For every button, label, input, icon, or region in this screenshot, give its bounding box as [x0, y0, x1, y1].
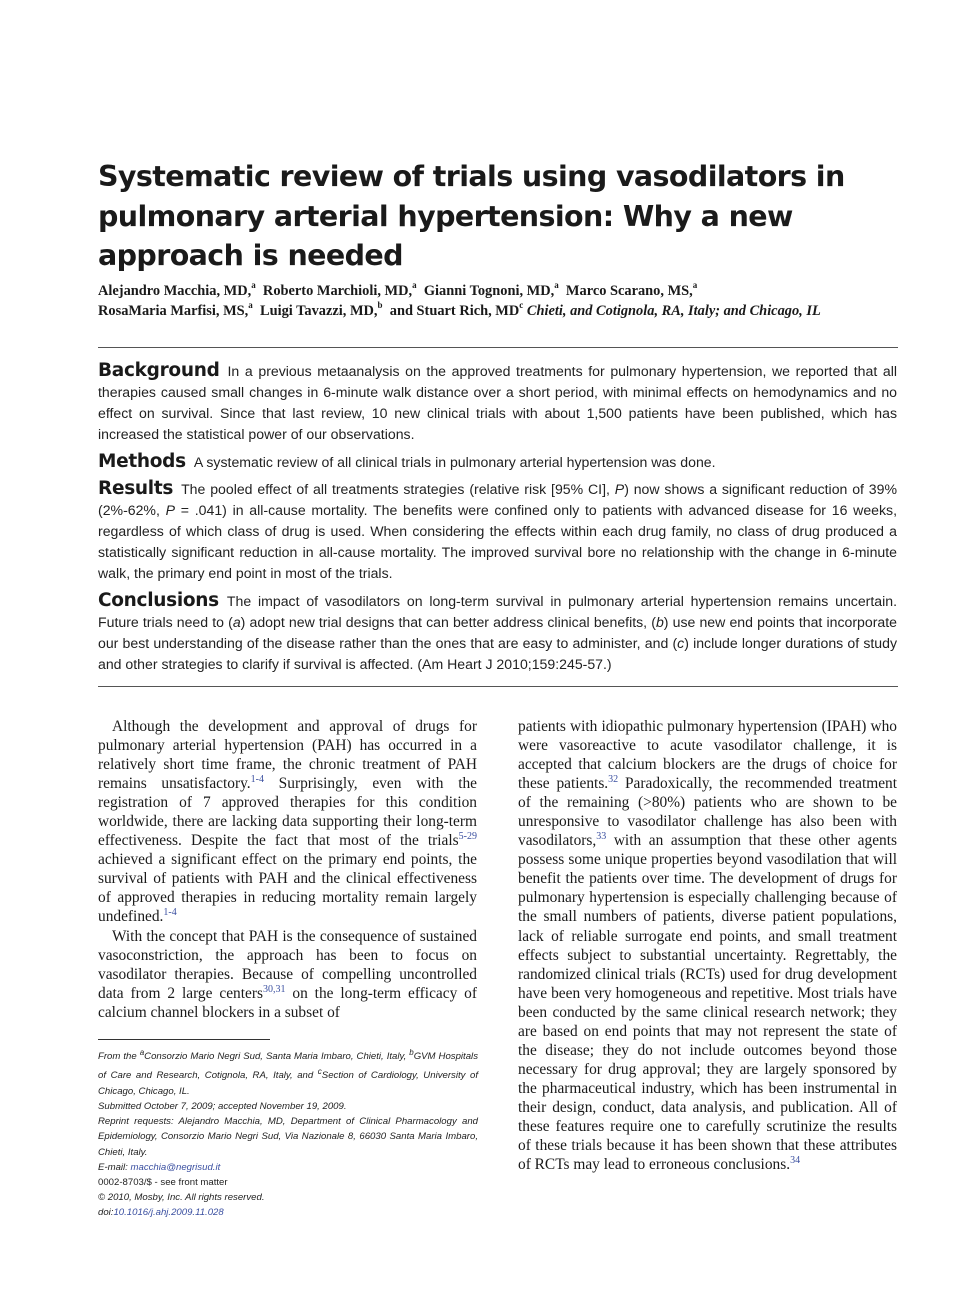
body-paragraph	[518, 717, 897, 1174]
citation-link[interactable]: 5-29	[458, 831, 477, 843]
footnote-doi	[98, 1205, 478, 1220]
abstract-text: ) adopt new trial designs that can better address clinical benefits, (	[240, 613, 656, 630]
footnote-submitted: Submitted October 7, 2009; accepted November 19, 2009.	[98, 1100, 347, 1112]
body-text: Surprisingly, even with the registration of 7 approved therapies for this condition worldwide, there are lacking data supporting their long-term effectiveness. Despite the fact that most of the trials	[98, 775, 478, 850]
list-marker: a	[232, 613, 241, 630]
abstract	[98, 360, 897, 680]
footnote-affiliations	[98, 1045, 478, 1099]
abstract-heading: Background	[98, 360, 220, 381]
abstract-text: The impact of vasodilators on long-term survival in pulmonary arterial hypertension remains uncertain. Future trials need to (	[98, 592, 897, 630]
list-marker: b	[655, 613, 664, 630]
affil-mark: a	[139, 1048, 145, 1057]
citation-link[interactable]: 33	[596, 831, 607, 843]
article-title: Systematic review of trials using vasodilators in pulmonary arterial hypertension: Why a new approach is needed	[98, 160, 845, 272]
abstract-text: In a previous metaanalysis on the approved treatments for pulmonary hypertension, we reported that all therapies caused small changes in 6-minute walk distance over a short period, with minimal effects on hemodynamics and no effect on survival. Since that last review, 10 new clinical trials with about 1,500 patients have been published, which has increased the statistical power of our observations.	[98, 363, 897, 442]
footnote-text: Section of Cardiology, University of Chicago, Chicago, IL.	[98, 1070, 478, 1097]
body-text: on the long-term efficacy of calcium channel blockers in a subset of	[98, 984, 478, 1021]
author-name: Roberto Marchioli, MD,	[262, 283, 413, 299]
email-link[interactable]: macchia@negrisud.it	[130, 1161, 221, 1173]
author-affil-mark: a	[251, 280, 256, 291]
affiliation-cities: Chieti, and Cotignola, RA, Italy; and Chicago, IL	[526, 302, 821, 319]
doi-link[interactable]: 10.1016/j.ahj.2009.11.028	[113, 1207, 224, 1219]
abstract-text: ) use new end points that incorporate our best understanding of the disease rather than the ones that are easy to administer, and (	[98, 613, 897, 651]
body-text: patients with idiopathic pulmonary hypertension (IPAH) who were vasoreactive to acute vasodilator challenge, it is accepted that calcium blockers are the drugs of choice for these patients.	[518, 718, 897, 793]
affil-mark: c	[317, 1067, 322, 1077]
author-name: Luigi Tavazzi, MD,	[259, 302, 378, 319]
footnote-text: GVM Hospitals of Care and Research, Cotignola, RA, Italy, and	[98, 1051, 478, 1082]
author-name: and Stuart Rich, MD	[389, 302, 520, 319]
abstract-bottom-rule	[98, 686, 898, 687]
author-affil-mark: b	[377, 299, 383, 310]
footnote-text: Consorzio Mario Negri Sud, Santa Maria Imbaro, Chieti, Italy,	[144, 1051, 410, 1063]
body-text: Paradoxically, the recommended treatment of the remaining (>80%) patients who are shown to be unresponsive to vasodilator challenge has also been with vasodilators,	[518, 775, 897, 850]
body-text: Although the development and approval of drugs for pulmonary arterial hypertension (PAH) has occurred in a relatively short time frame, the chronic treatment of PAH remains unsatisfactory.	[98, 718, 477, 793]
footnotes	[98, 1045, 478, 1221]
body-text: with an assumption that these other agents possess some unique properties beyond vasodilation that will benefit the patients over time. The development of drugs for pulmonary hypertension is especially challenging because of the small numbers of patients, diverse patient populations, lack of reliable surrogate end points, and small treatment effects subject to substantial uncertainty. Regrettably, the randomized clinical trials (RCTs) used for drug development have been very homogeneous and repetitive. Most trials have been conducted by the same clinical research network; they are based on end points that may not represent the state of the disease; they do not include outcomes beyond those necessary for drug approval; they are largely sponsored by the pharmaceutical industry, which has been instrumental in their design, conduct, data analysis, and publication. All of these features require one to carefully scrutinize the results of these trials because it has been shown that these attributes of RCTs may lead to erroneous conclusions.	[518, 832, 897, 1174]
citation-link[interactable]: 1-4	[163, 907, 177, 919]
citation-link[interactable]: 34	[790, 1154, 801, 1166]
body-text: achieved a significant effect on the primary end points, the survival of patients with PAH and the clinical effectiveness of approved therapies in reducing mortality remain largely undefined.	[98, 851, 477, 926]
footnote-email	[98, 1160, 478, 1175]
stat-symbol: P	[614, 481, 625, 497]
footnote-issn: 0002-8703/$ - see front matter	[98, 1177, 228, 1188]
abstract-conclusions	[98, 590, 897, 675]
author-name: Marco Scarano, MS,	[565, 283, 693, 299]
citation-link[interactable]: 30,31	[262, 983, 286, 995]
email-label: E-mail:	[98, 1161, 131, 1173]
body-paragraph	[98, 927, 477, 1022]
author-name: Gianni Tognoni, MD,	[423, 283, 555, 299]
list-marker: c	[677, 634, 685, 651]
stat-symbol: P	[165, 502, 176, 518]
author-affil-mark: a	[554, 280, 559, 291]
author-list	[98, 282, 908, 321]
body-right-column	[518, 717, 897, 1174]
abstract-text: A systematic review of all clinical trials in pulmonary arterial hypertension was done.	[193, 453, 716, 470]
body-paragraph	[98, 717, 477, 927]
abstract-heading: Conclusions	[98, 589, 219, 611]
abstract-results	[98, 478, 897, 584]
abstract-methods	[98, 451, 897, 473]
citation-link[interactable]: 32	[608, 774, 619, 786]
doi-label: doi:	[98, 1207, 114, 1219]
author-affil-mark: a	[248, 299, 253, 310]
abstract-text: The pooled effect of all treatments strategies (relative risk [95% CI],	[181, 481, 615, 497]
abstract-top-rule	[98, 347, 898, 348]
abstract-text: ) include longer durations of study and other strategies to clarify if survival is affected. (Am Heart J 2010;159:245-57.)	[98, 634, 898, 672]
citation-link[interactable]: 1-4	[250, 774, 264, 786]
affil-mark: b	[409, 1048, 414, 1057]
author-affil-mark: a	[692, 280, 698, 291]
author-affil-mark: c	[519, 299, 524, 310]
abstract-text: = .041) in all-cause mortality. The benefits were confined only to patients with advanced disease for 16 weeks, regardless of which class of drug is used. When considering the effects within each drug family, no class of drug produced a statistically significant reduction in all-cause mortality. The improved survival bore no relationship with the change in 6-minute walk, the primary end point in most of the trials.	[98, 502, 898, 581]
abstract-background	[98, 360, 897, 445]
abstract-text: ) now shows a significant reduction of 39% (2%-62%,	[98, 481, 898, 518]
footnote-reprint: Reprint requests: Alejandro Macchia, MD, Department of Clinical Pharmacology and Epidemiology, Consorzio Mario Negri Sud, Via Nazionale 8, 66030 Santa Maria Imbaro, Chieti, Italy.	[98, 1116, 478, 1158]
footnote-copyright: © 2010, Mosby, Inc. All rights reserved.	[98, 1192, 265, 1204]
abstract-heading: Results	[98, 478, 174, 499]
footnote-rule	[98, 1039, 270, 1040]
author-name: RosaMaria Marfisi, MS,	[98, 302, 249, 319]
footnote-text: From the	[98, 1051, 140, 1063]
abstract-heading: Methods	[98, 450, 186, 472]
author-name: Alejandro Macchia, MD,	[98, 283, 252, 299]
body-text: With the concept that PAH is the consequence of sustained vasoconstriction, the approach has been to focus on vasodilator therapies. Because of compelling uncontrolled data from 2 large centers	[98, 927, 477, 1002]
body-left-column	[98, 717, 477, 1022]
author-affil-mark: a	[412, 280, 417, 291]
